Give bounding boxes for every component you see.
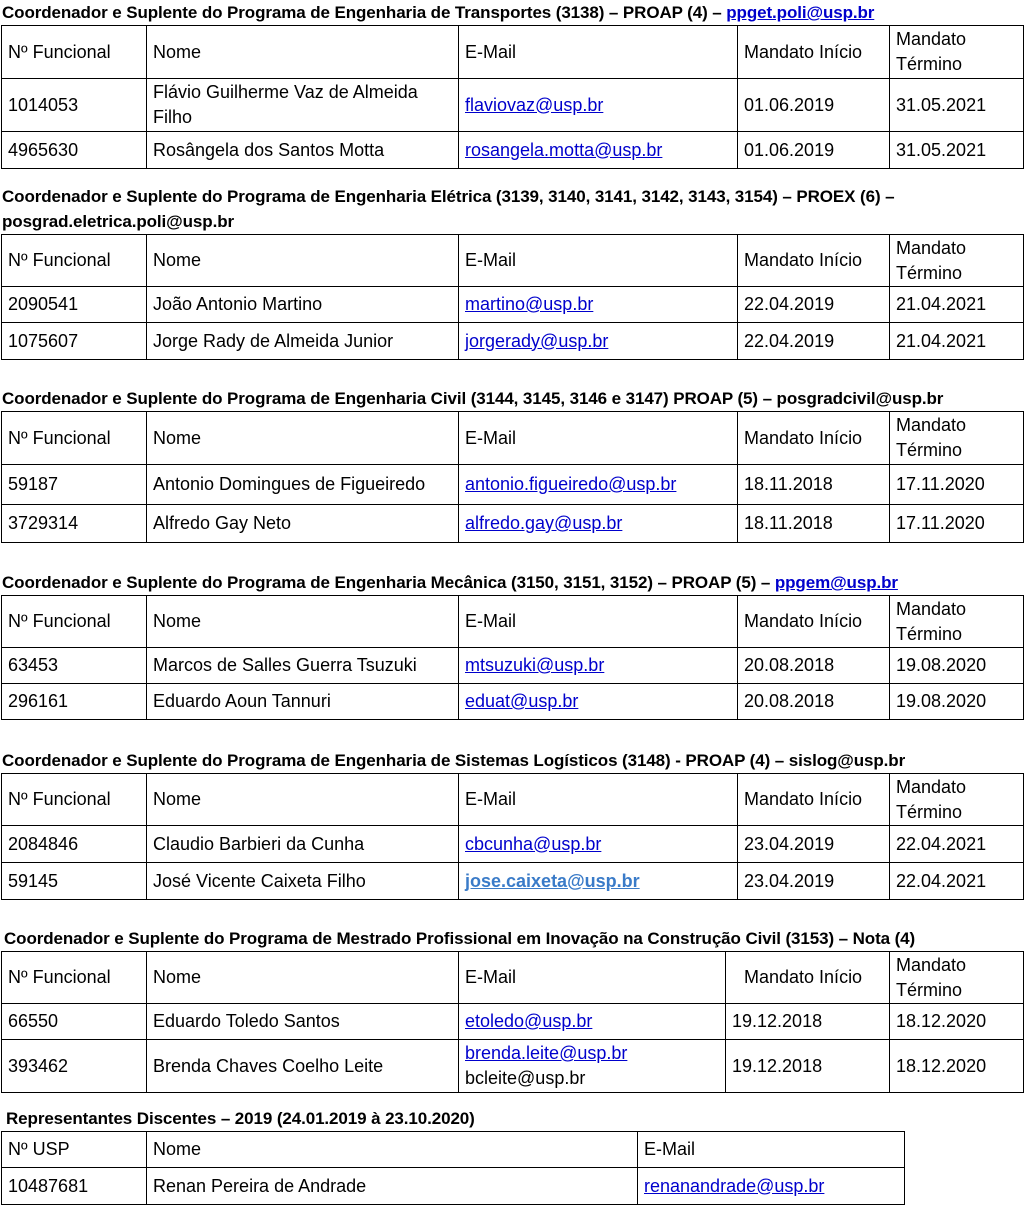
header-funcional: Nº Funcional (2, 412, 147, 465)
cell-nome: Alfredo Gay Neto (147, 505, 459, 543)
header-nome: Nome (147, 235, 459, 287)
section-heading: Coordenador e Suplente do Programa de Engenharia de Sistemas Logísticos (3148) - PROAP (4) – sislog@usp.br (2, 751, 906, 770)
section-logisticos (0, 748, 1024, 900)
cell-nome: Antonio Domingues de Figueiredo (147, 465, 459, 505)
cell-id: 63453 (2, 648, 147, 684)
header-termino: Mandato Término (890, 952, 1024, 1004)
header-inicio: Mandato Início (738, 235, 890, 287)
table-row (2, 132, 1024, 169)
cell-inicio: 20.08.2018 (738, 648, 890, 684)
table-row (2, 323, 1024, 360)
email-link[interactable]: mtsuzuki@usp.br (465, 655, 605, 675)
email-link[interactable]: etoledo@usp.br (465, 1011, 593, 1031)
header-termino: Mandato Término (890, 412, 1024, 465)
email-link[interactable]: renanandrade@usp.br (644, 1175, 825, 1196)
cell-inicio: 22.04.2019 (738, 323, 890, 360)
cell-id: 393462 (2, 1040, 147, 1093)
cell-id: 296161 (2, 684, 147, 720)
header-email: E-Mail (638, 1132, 905, 1168)
header-email: E-Mail (459, 952, 726, 1004)
header-email: E-Mail (459, 412, 738, 465)
table-row (2, 287, 1024, 323)
cell-nome: Eduardo Toledo Santos (147, 1004, 459, 1040)
cell-inicio: 01.06.2019 (738, 132, 890, 169)
section-heading: Coordenador e Suplente do Programa de Engenharia Mecânica (3150, 3151, 3152) – PROAP (5) – ppgem@usp.br (2, 573, 898, 592)
cell-inicio: 01.06.2019 (738, 79, 890, 132)
cell-termino: 31.05.2021 (890, 132, 1024, 169)
cell-nome: Renan Pereira de Andrade (147, 1168, 638, 1205)
cell-nome: José Vicente Caixeta Filho (147, 863, 459, 900)
section-mecanica (0, 570, 1024, 720)
section-transportes (0, 0, 1024, 169)
section-mestrado-profissional (0, 926, 1024, 1093)
header-email: E-Mail (459, 774, 738, 826)
table-row (2, 465, 1024, 505)
header-inicio: Mandato Início (738, 596, 890, 648)
cell-termino: 17.11.2020 (890, 505, 1024, 543)
email-link[interactable]: flaviovaz@usp.br (465, 94, 604, 115)
cell-termino: 19.08.2020 (890, 648, 1024, 684)
table-header-row (2, 412, 1024, 465)
cell-termino: 18.12.2020 (890, 1004, 1024, 1040)
cell-termino: 22.04.2021 (890, 863, 1024, 900)
header-funcional: Nº Funcional (2, 596, 147, 648)
cell-inicio: 20.08.2018 (738, 684, 890, 720)
members-table (1, 411, 1024, 543)
cell-termino: 21.04.2021 (890, 287, 1024, 323)
cell-inicio: 23.04.2019 (738, 826, 890, 863)
header-inicio: Mandato Início (738, 774, 890, 826)
section-heading: Coordenador e Suplente do Programa de Engenharia de Transportes (3138) – PROAP (4) – ppget.poli@usp.br (2, 3, 875, 22)
email-link[interactable]: jose.caixeta@usp.br (465, 870, 640, 891)
table-header-row (2, 235, 1024, 287)
email-link[interactable]: alfredo.gay@usp.br (465, 513, 623, 533)
header-funcional: Nº Funcional (2, 774, 147, 826)
header-nome: Nome (147, 412, 459, 465)
header-email: E-Mail (459, 26, 738, 79)
header-inicio: Mandato Início (738, 26, 890, 79)
header-nome: Nome (147, 1132, 638, 1168)
cell-id: 3729314 (2, 505, 147, 543)
section-eletrica (0, 184, 1024, 360)
header-termino: Mandato Término (890, 26, 1024, 79)
cell-id: 2084846 (2, 826, 147, 863)
cell-termino: 31.05.2021 (890, 79, 1024, 132)
header-nome: Nome (147, 952, 459, 1004)
email-secondary: bcleite@usp.br (465, 1068, 586, 1088)
cell-inicio: 18.11.2018 (738, 465, 890, 505)
cell-nome: Jorge Rady de Almeida Junior (147, 323, 459, 360)
header-nusp: Nº USP (2, 1132, 147, 1168)
header-inicio: Mandato Início (738, 412, 890, 465)
table-row (2, 684, 1024, 720)
cell-nome: Eduardo Aoun Tannuri (147, 684, 459, 720)
email-link[interactable]: martino@usp.br (465, 294, 594, 314)
header-termino: Mandato Término (890, 596, 1024, 648)
members-table (1, 773, 1024, 900)
cell-termino: 18.12.2020 (890, 1040, 1024, 1093)
table-row (2, 79, 1024, 132)
header-nome: Nome (147, 26, 459, 79)
email-link[interactable]: brenda.leite@usp.br (465, 1043, 628, 1063)
header-inicio: Mandato Início (726, 952, 890, 1004)
cell-inicio: 18.11.2018 (738, 505, 890, 543)
email-link[interactable]: eduat@usp.br (465, 691, 579, 711)
cell-termino: 21.04.2021 (890, 323, 1024, 360)
header-funcional: Nº Funcional (2, 235, 147, 287)
header-nome: Nome (147, 596, 459, 648)
members-table (1, 25, 1024, 169)
header-funcional: Nº Funcional (2, 26, 147, 79)
section-heading: Coordenador e Suplente do Programa de Mestrado Profissional em Inovação na Construção Civil (3153) – Nota (4) (4, 929, 916, 948)
section-heading: Coordenador e Suplente do Programa de Engenharia Civil (3144, 3145, 3146 e 3147) PROAP (5) – posgradcivil@usp.br (2, 389, 944, 408)
cell-id: 1075607 (2, 323, 147, 360)
program-email-link[interactable]: ppget.poli@usp.br (726, 3, 875, 22)
cell-id: 59187 (2, 465, 147, 505)
section-discentes (0, 1106, 905, 1205)
cell-inicio: 19.12.2018 (726, 1004, 890, 1040)
table-row (2, 826, 1024, 863)
cell-nome: Marcos de Salles Guerra Tsuzuki (147, 648, 459, 684)
cell-nome: Flávio Guilherme Vaz de Almeida Filho (147, 79, 459, 132)
table-header-row (2, 26, 1024, 79)
email-link[interactable]: antonio.figueiredo@usp.br (465, 474, 677, 494)
cell-id: 10487681 (2, 1168, 147, 1205)
cell-id: 59145 (2, 863, 147, 900)
members-table (1, 234, 1024, 360)
program-email-link[interactable]: ppgem@usp.br (774, 573, 898, 592)
email-link[interactable]: jorgerady@usp.br (465, 330, 609, 351)
cell-id: 4965630 (2, 132, 147, 169)
cell-termino: 22.04.2021 (890, 826, 1024, 863)
cell-nome: João Antonio Martino (147, 287, 459, 323)
cell-inicio: 22.04.2019 (738, 287, 890, 323)
section-heading: Representantes Discentes – 2019 (24.01.2019 à 23.10.2020) (6, 1109, 475, 1128)
header-nome: Nome (147, 774, 459, 826)
table-row (2, 505, 1024, 543)
cell-id: 66550 (2, 1004, 147, 1040)
cell-nome: Rosângela dos Santos Motta (147, 132, 459, 169)
email-link[interactable]: rosangela.motta@usp.br (465, 139, 663, 160)
header-email: E-Mail (459, 596, 738, 648)
cell-nome: Brenda Chaves Coelho Leite (147, 1040, 459, 1093)
cell-email (459, 1040, 726, 1093)
section-civil (0, 386, 1024, 543)
header-termino: Mandato Término (890, 235, 1024, 287)
section-heading: Coordenador e Suplente do Programa de Engenharia Elétrica (3139, 3140, 3141, 3142, 3143, 3154) – PROEX (6) – posgrad.eletrica.poli@usp.br (2, 187, 895, 231)
cell-id: 1014053 (2, 79, 147, 132)
table-header-row (2, 952, 1024, 1004)
table-header-row (2, 1132, 905, 1168)
members-table (1, 595, 1024, 720)
cell-id: 2090541 (2, 287, 147, 323)
table-header-row (2, 774, 1024, 826)
discentes-table (1, 1131, 905, 1205)
table-row (2, 863, 1024, 900)
header-funcional: Nº Funcional (2, 952, 147, 1004)
table-header-row (2, 596, 1024, 648)
table-row (2, 1040, 1024, 1093)
table-row (2, 648, 1024, 684)
table-row (2, 1168, 905, 1205)
members-table (1, 951, 1024, 1093)
cell-nome: Claudio Barbieri da Cunha (147, 826, 459, 863)
header-termino: Mandato Término (890, 774, 1024, 826)
email-link[interactable]: cbcunha@usp.br (465, 833, 602, 854)
cell-termino: 17.11.2020 (890, 465, 1024, 505)
cell-inicio: 19.12.2018 (726, 1040, 890, 1093)
cell-termino: 19.08.2020 (890, 684, 1024, 720)
header-email: E-Mail (459, 235, 738, 287)
cell-inicio: 23.04.2019 (738, 863, 890, 900)
table-row (2, 1004, 1024, 1040)
